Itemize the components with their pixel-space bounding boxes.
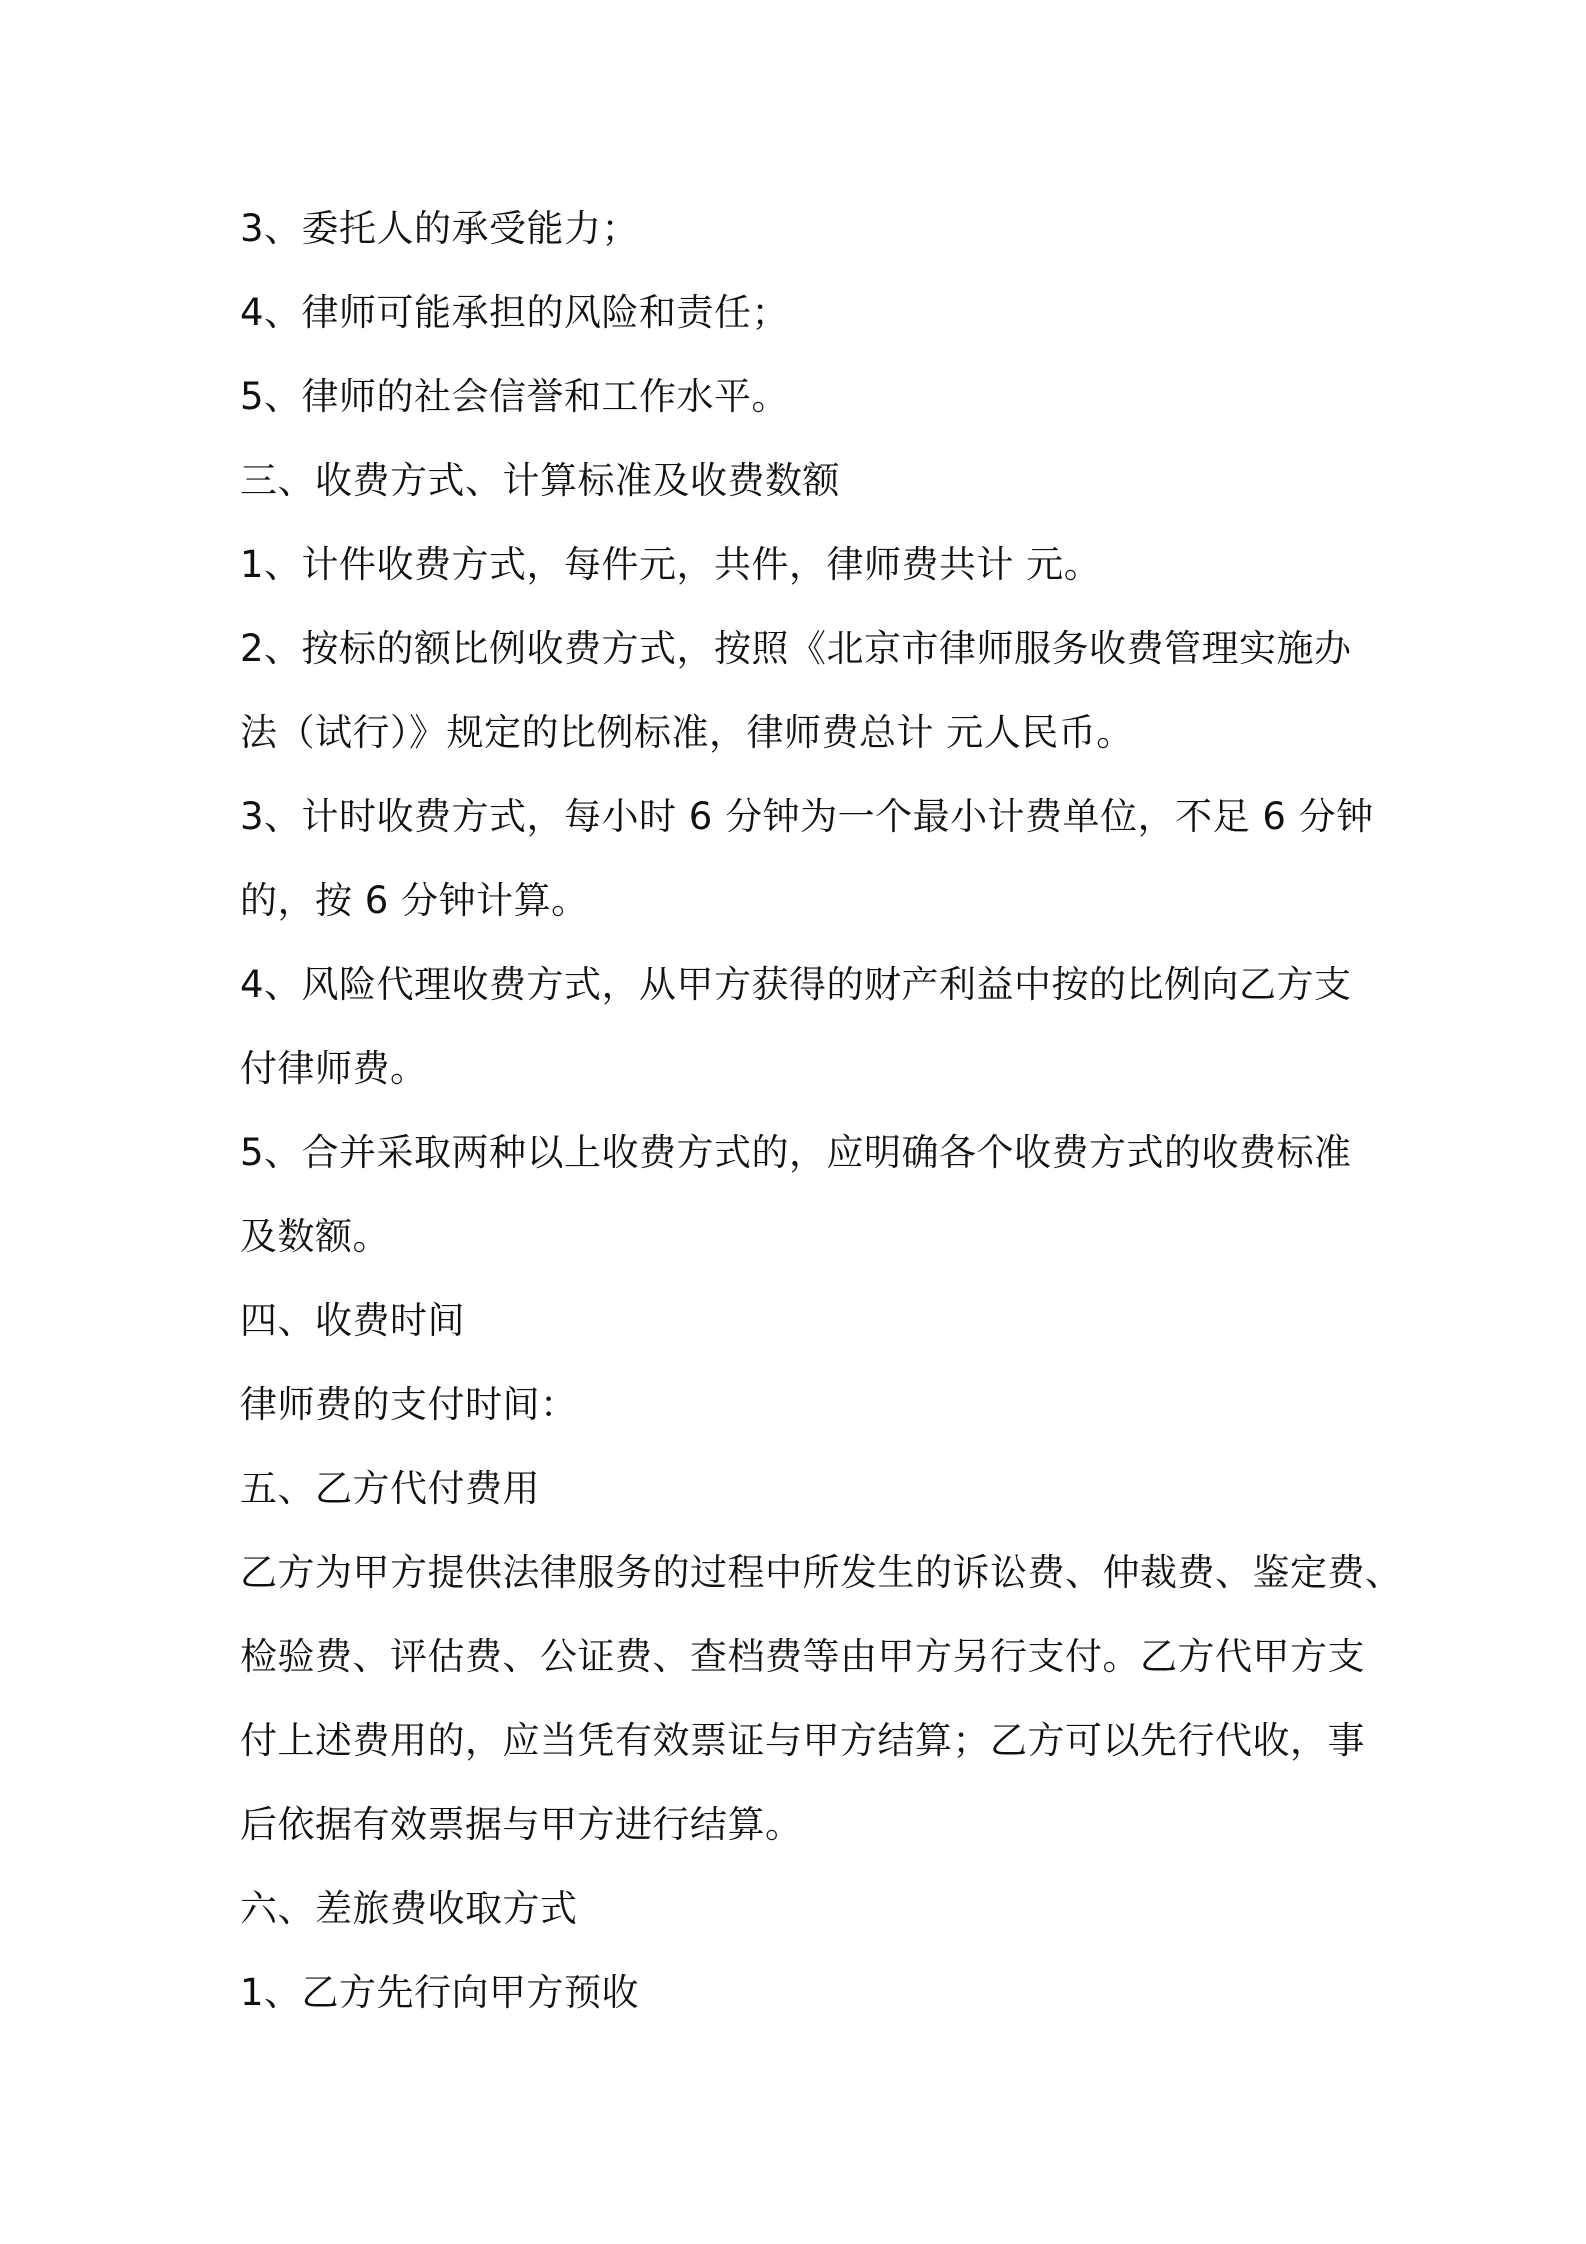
text-line: 后依据有效票据与甲方进行结算。: [240, 1803, 803, 1846]
text-line: 2、按标的额比例收费方式，按照《北京市律师服务收费管理实施办: [240, 627, 1352, 670]
text-line: 3、计时收费方式，每小时 6 分钟为一个最小计费单位，不足 6 分钟: [240, 795, 1374, 838]
text-line: 法（试行）》规定的比例标准，律师费总计 元人民币。: [240, 711, 1134, 754]
section-heading: 五、乙方代付费用: [240, 1467, 540, 1510]
section-heading: 三、收费方式、计算标准及收费数额: [240, 459, 840, 502]
text-line: 付律师费。: [240, 1047, 428, 1090]
section-heading: 六、差旅费收取方式: [240, 1887, 578, 1930]
text-line: 5、合并采取两种以上收费方式的，应明确各个收费方式的收费标准: [240, 1131, 1352, 1174]
text-line: 1、乙方先行向甲方预收: [240, 1971, 640, 2014]
text-line: 1、计件收费方式，每件元，共件，律师费共计 元。: [240, 543, 1102, 586]
text-line: 乙方为甲方提供法律服务的过程中所发生的诉讼费、仲裁费、鉴定费、: [240, 1551, 1403, 1594]
text-line: 及数额。: [240, 1215, 390, 1258]
section-heading: 四、收费时间: [240, 1299, 465, 1342]
text-line: 检验费、评估费、公证费、查档费等由甲方另行支付。乙方代甲方支: [240, 1635, 1365, 1678]
text-line: 3、委托人的承受能力；: [240, 207, 640, 250]
text-line: 5、律师的社会信誉和工作水平。: [240, 375, 790, 418]
text-line: 4、风险代理收费方式，从甲方获得的财产利益中按的比例向乙方支: [240, 963, 1352, 1006]
text-line: 的，按 6 分钟计算。: [240, 879, 589, 922]
text-line: 付上述费用的，应当凭有效票证与甲方结算；乙方可以先行代收，事: [240, 1719, 1365, 1762]
text-line: 律师费的支付时间：: [240, 1383, 578, 1426]
text-line: 4、律师可能承担的风险和责任；: [240, 291, 790, 334]
